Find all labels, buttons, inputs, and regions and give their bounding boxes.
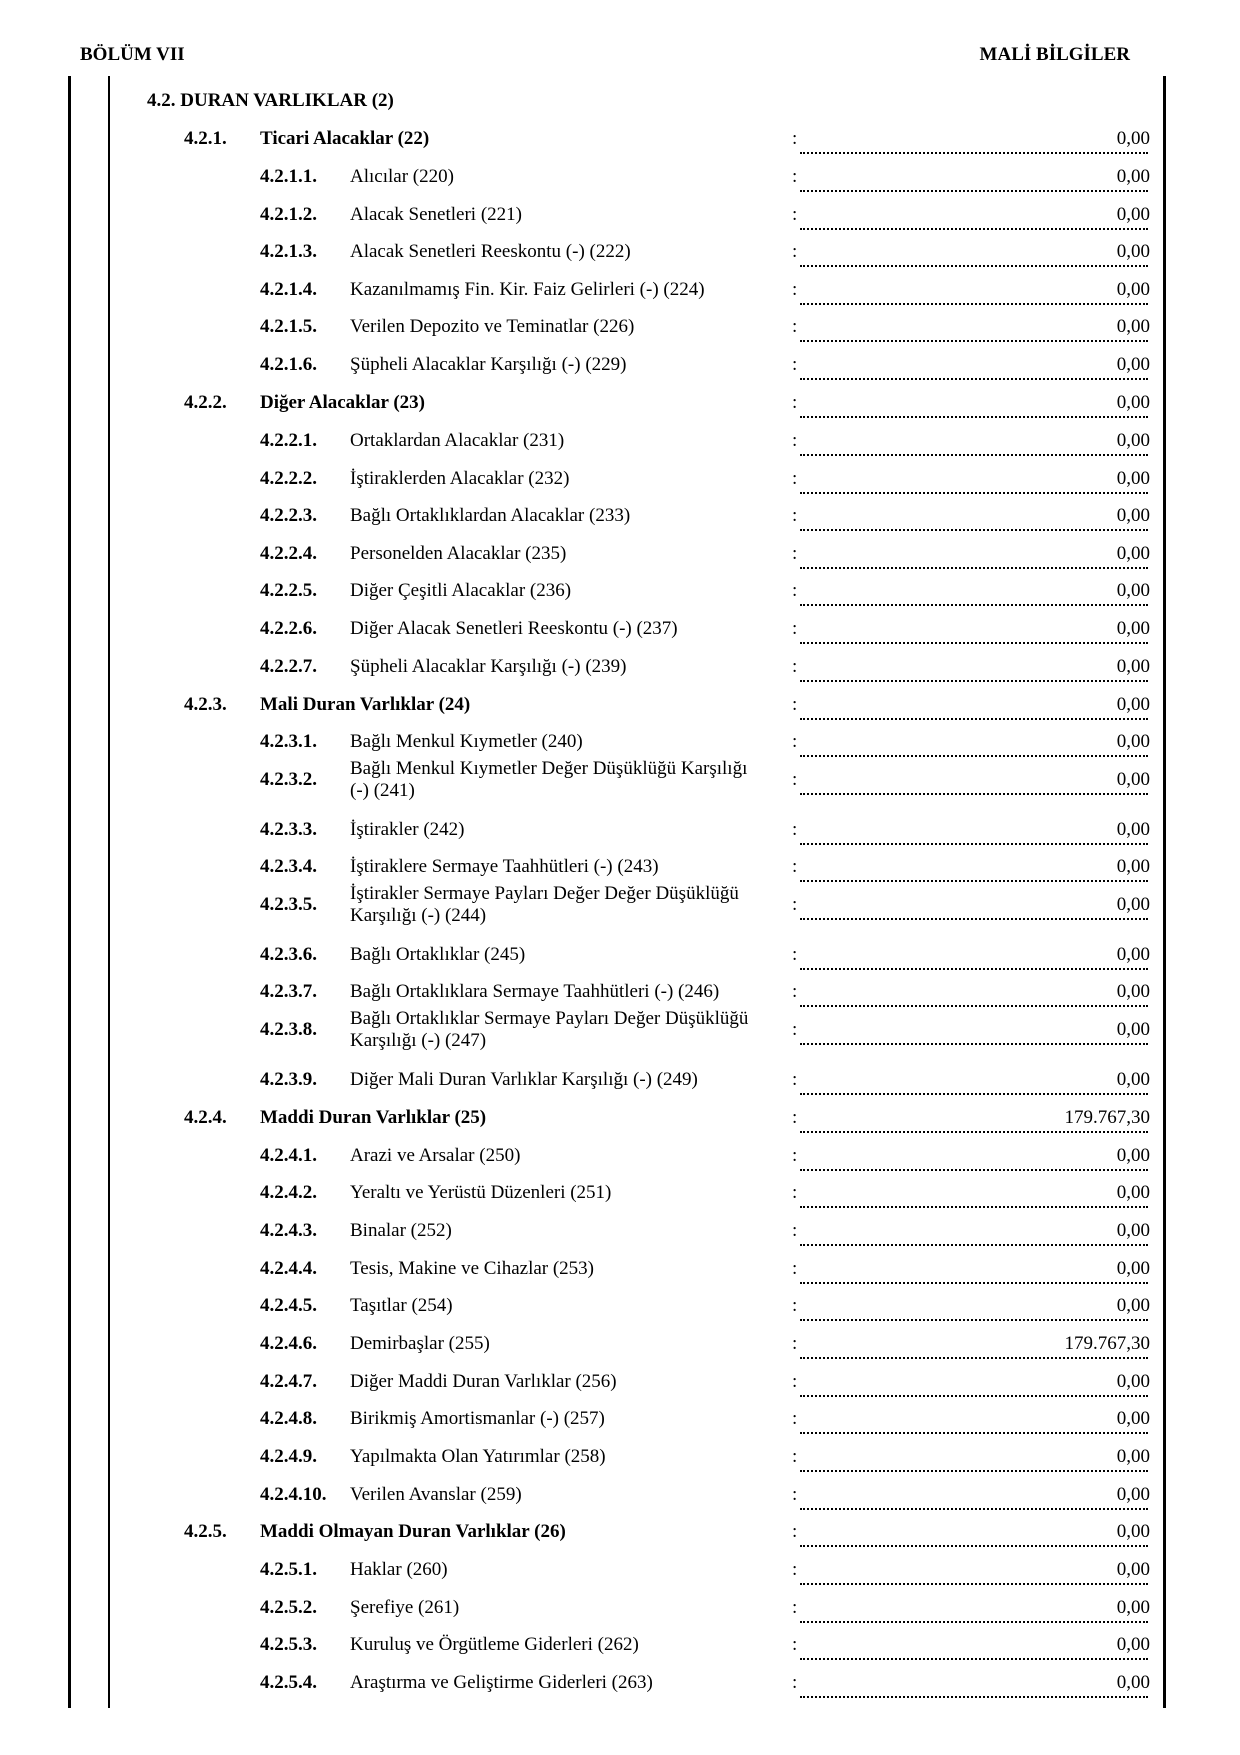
document-header: MALİ BİLGİLER (979, 44, 1130, 65)
account-code: 4.2.1.1. (260, 166, 317, 187)
account-code: 4.2.4.2. (260, 1182, 317, 1203)
account-label: Bağlı Menkul Kıymetler (240) (350, 731, 583, 752)
account-value: 0,00 (1116, 1521, 1150, 1542)
colon-separator: : (792, 1521, 798, 1542)
account-label: Ticari Alacaklar (22) (260, 128, 430, 149)
account-label: Maddi Duran Varlıklar (25) (260, 1107, 487, 1128)
colon-separator: : (792, 1295, 798, 1316)
colon-separator: : (792, 1446, 798, 1467)
account-code: 4.2.1.6. (260, 354, 317, 375)
account-label: Bağlı Ortaklıklara Sermaye Taahhütleri (-) (246) (350, 981, 720, 1002)
account-code: 4.2.4.3. (260, 1220, 317, 1241)
account-value: 0,00 (1116, 894, 1150, 915)
dotted-leader (800, 492, 1148, 494)
account-code: 4.2.4.8. (260, 1408, 317, 1429)
colon-separator: : (792, 1258, 798, 1279)
account-value: 0,00 (1116, 1408, 1150, 1429)
account-label: Araştırma ve Geliştirme Giderleri (263) (350, 1672, 653, 1693)
account-code: 4.2.4. (184, 1107, 227, 1128)
account-value: 0,00 (1116, 944, 1150, 965)
account-code: 4.2.3. (184, 694, 227, 715)
dotted-leader (800, 529, 1148, 531)
colon-separator: : (792, 354, 798, 375)
dotted-leader (800, 680, 1148, 682)
account-code: 4.2.4.5. (260, 1295, 317, 1316)
account-label: Mali Duran Varlıklar (24) (260, 694, 471, 715)
dotted-leader (800, 567, 1148, 569)
account-label: Alacak Senetleri Reeskontu (-) (222) (350, 241, 631, 262)
section-title: 4.2. DURAN VARLIKLAR (2) (147, 90, 394, 111)
dotted-leader (800, 228, 1148, 230)
account-label: Maddi Olmayan Duran Varlıklar (26) (260, 1521, 566, 1542)
account-label: Diğer Mali Duran Varlıklar Karşılığı (-) (249) (350, 1069, 698, 1090)
account-label: Diğer Maddi Duran Varlıklar (256) (350, 1371, 617, 1392)
account-label: Yapılmakta Olan Yatırımlar (258) (350, 1446, 606, 1467)
colon-separator: : (792, 468, 798, 489)
dotted-leader (800, 718, 1148, 720)
colon-separator: : (792, 1559, 798, 1580)
dotted-leader (800, 1470, 1148, 1472)
dotted-leader (800, 303, 1148, 305)
account-code: 4.2.3.5. (260, 894, 317, 915)
account-value: 0,00 (1116, 316, 1150, 337)
colon-separator: : (792, 1672, 798, 1693)
account-value: 0,00 (1116, 128, 1150, 149)
dotted-leader (800, 152, 1148, 154)
colon-separator: : (792, 894, 798, 915)
account-code: 4.2.2.7. (260, 656, 317, 677)
account-code: 4.2.2. (184, 392, 227, 413)
colon-separator: : (792, 1333, 798, 1354)
account-code: 4.2.3.7. (260, 981, 317, 1002)
account-value: 0,00 (1116, 1634, 1150, 1655)
account-label: Yeraltı ve Yerüstü Düzenleri (251) (350, 1182, 612, 1203)
account-code: 4.2.4.6. (260, 1333, 317, 1354)
account-label: Bağlı Menkul Kıymetler Değer Düşüklüğü Karşılığı (-) (241) (350, 758, 748, 801)
account-label: Personelden Alacaklar (235) (350, 543, 567, 564)
dotted-leader (800, 378, 1148, 380)
account-code: 4.2.3.8. (260, 1019, 317, 1040)
account-label: Taşıtlar (254) (350, 1295, 453, 1316)
dotted-leader (800, 454, 1148, 456)
colon-separator: : (792, 430, 798, 451)
account-value: 0,00 (1116, 1371, 1150, 1392)
account-label: İştirakler (242) (350, 819, 465, 840)
account-code: 4.2.5.4. (260, 1672, 317, 1693)
account-label: Bağlı Ortaklıklardan Alacaklar (233) (350, 505, 631, 526)
colon-separator: : (792, 856, 798, 877)
account-code: 4.2.3.1. (260, 731, 317, 752)
account-value: 0,00 (1116, 1295, 1150, 1316)
account-code: 4.2.1. (184, 128, 227, 149)
colon-separator: : (792, 694, 798, 715)
colon-separator: : (792, 204, 798, 225)
colon-separator: : (792, 1145, 798, 1166)
section-header: BÖLÜM VII (80, 44, 185, 65)
account-code: 4.2.2.6. (260, 618, 317, 639)
dotted-leader (800, 1282, 1148, 1284)
account-code: 4.2.3.3. (260, 819, 317, 840)
account-value: 0,00 (1116, 981, 1150, 1002)
account-code: 4.2.2.2. (260, 468, 317, 489)
colon-separator: : (792, 731, 798, 752)
account-value: 0,00 (1116, 204, 1150, 225)
colon-separator: : (792, 1069, 798, 1090)
account-value: 0,00 (1116, 731, 1150, 752)
dotted-leader (800, 1545, 1148, 1547)
account-label: Demirbaşlar (255) (350, 1333, 490, 1354)
account-code: 4.2.3.9. (260, 1069, 317, 1090)
account-code: 4.2.5. (184, 1521, 227, 1542)
colon-separator: : (792, 128, 798, 149)
account-value: 0,00 (1116, 819, 1150, 840)
dotted-leader (800, 755, 1148, 757)
colon-separator: : (792, 1597, 798, 1618)
dotted-leader (800, 642, 1148, 644)
account-label: Kazanılmamış Fin. Kir. Faiz Gelirleri (-) (224) (350, 279, 705, 300)
dotted-leader (800, 604, 1148, 606)
account-value: 0,00 (1116, 1182, 1150, 1203)
colon-separator: : (792, 316, 798, 337)
colon-separator: : (792, 656, 798, 677)
account-value: 0,00 (1116, 694, 1150, 715)
dotted-leader (800, 1131, 1148, 1133)
account-value: 0,00 (1116, 354, 1150, 375)
dotted-leader (800, 1244, 1148, 1246)
account-label: Haklar (260) (350, 1559, 448, 1580)
account-code: 4.2.2.1. (260, 430, 317, 451)
account-value: 179.767,30 (1064, 1333, 1150, 1354)
account-label: Alıcılar (220) (350, 166, 454, 187)
colon-separator: : (792, 769, 798, 790)
account-value: 0,00 (1116, 1672, 1150, 1693)
account-label: Diğer Çeşitli Alacaklar (236) (350, 580, 572, 601)
account-code: 4.2.1.5. (260, 316, 317, 337)
colon-separator: : (792, 1107, 798, 1128)
colon-separator: : (792, 392, 798, 413)
account-value: 0,00 (1116, 1258, 1150, 1279)
account-label: Bağlı Ortaklıklar Sermaye Payları Değer Düşüklüğü Karşılığı (-) (247) (350, 1008, 749, 1051)
dotted-leader (800, 340, 1148, 342)
account-value: 0,00 (1116, 1069, 1150, 1090)
account-code: 4.2.5.2. (260, 1597, 317, 1618)
dotted-leader (800, 1432, 1148, 1434)
account-label: Diğer Alacak Senetleri Reeskontu (-) (237) (350, 618, 678, 639)
colon-separator: : (792, 580, 798, 601)
account-value: 0,00 (1116, 656, 1150, 677)
account-value: 0,00 (1116, 618, 1150, 639)
dotted-leader (800, 1696, 1148, 1698)
colon-separator: : (792, 819, 798, 840)
account-label: Verilen Depozito ve Teminatlar (226) (350, 316, 635, 337)
account-value: 0,00 (1116, 1446, 1150, 1467)
account-code: 4.2.4.7. (260, 1371, 317, 1392)
account-value: 0,00 (1116, 1220, 1150, 1241)
account-code: 4.2.1.3. (260, 241, 317, 262)
account-value: 0,00 (1116, 430, 1150, 451)
colon-separator: : (792, 166, 798, 187)
account-code: 4.2.4.4. (260, 1258, 317, 1279)
colon-separator: : (792, 241, 798, 262)
account-value: 0,00 (1116, 279, 1150, 300)
account-label: Tesis, Makine ve Cihazlar (253) (350, 1258, 595, 1279)
account-code: 4.2.4.1. (260, 1145, 317, 1166)
account-code: 4.2.5.3. (260, 1634, 317, 1655)
colon-separator: : (792, 944, 798, 965)
account-code: 4.2.1.4. (260, 279, 317, 300)
dotted-leader (800, 1043, 1148, 1045)
account-label: Alacak Senetleri (221) (350, 204, 522, 225)
account-label: Şüpheli Alacaklar Karşılığı (-) (229) (350, 354, 627, 375)
dotted-leader (800, 968, 1148, 970)
dotted-leader (800, 1658, 1148, 1660)
account-code: 4.2.1.2. (260, 204, 317, 225)
colon-separator: : (792, 1371, 798, 1392)
account-value: 0,00 (1116, 856, 1150, 877)
margin-rule-inner (108, 76, 110, 1708)
account-label: Ortaklardan Alacaklar (231) (350, 430, 565, 451)
account-value: 179.767,30 (1064, 1107, 1150, 1128)
account-value: 0,00 (1116, 1019, 1150, 1040)
colon-separator: : (792, 618, 798, 639)
colon-separator: : (792, 279, 798, 300)
dotted-leader (800, 1319, 1148, 1321)
dotted-leader (800, 1395, 1148, 1397)
account-value: 0,00 (1116, 1145, 1150, 1166)
margin-rule-outer (68, 76, 71, 1708)
margin-rule-right (1163, 76, 1166, 1708)
account-label: Verilen Avanslar (259) (350, 1484, 522, 1505)
dotted-leader (800, 1005, 1148, 1007)
account-value: 0,00 (1116, 1559, 1150, 1580)
account-value: 0,00 (1116, 241, 1150, 262)
account-value: 0,00 (1116, 468, 1150, 489)
dotted-leader (800, 265, 1148, 267)
account-value: 0,00 (1116, 166, 1150, 187)
account-code: 4.2.5.1. (260, 1559, 317, 1580)
colon-separator: : (792, 505, 798, 526)
colon-separator: : (792, 981, 798, 1002)
account-code: 4.2.3.4. (260, 856, 317, 877)
account-value: 0,00 (1116, 392, 1150, 413)
account-value: 0,00 (1116, 580, 1150, 601)
dotted-leader (800, 1357, 1148, 1359)
account-value: 0,00 (1116, 1484, 1150, 1505)
account-code: 4.2.3.2. (260, 769, 317, 790)
dotted-leader (800, 416, 1148, 418)
account-label: Şerefiye (261) (350, 1597, 460, 1618)
account-label: İştirakler Sermaye Payları Değer Değer Düşüklüğü Karşılığı (-) (244) (350, 883, 739, 926)
account-value: 0,00 (1116, 543, 1150, 564)
account-label: Arazi ve Arsalar (250) (350, 1145, 521, 1166)
account-label: Şüpheli Alacaklar Karşılığı (-) (239) (350, 656, 627, 677)
account-label: Binalar (252) (350, 1220, 452, 1241)
account-code: 4.2.4.10. (260, 1484, 327, 1505)
dotted-leader (800, 1621, 1148, 1623)
colon-separator: : (792, 1182, 798, 1203)
colon-separator: : (792, 1408, 798, 1429)
account-code: 4.2.4.9. (260, 1446, 317, 1467)
colon-separator: : (792, 1634, 798, 1655)
dotted-leader (800, 880, 1148, 882)
dotted-leader (800, 843, 1148, 845)
account-value: 0,00 (1116, 505, 1150, 526)
account-label: Diğer Alacaklar (23) (260, 392, 425, 413)
colon-separator: : (792, 1220, 798, 1241)
account-label: Birikmiş Amortismanlar (-) (257) (350, 1408, 605, 1429)
account-code: 4.2.2.4. (260, 543, 317, 564)
dotted-leader (800, 1169, 1148, 1171)
colon-separator: : (792, 543, 798, 564)
account-label: Kuruluş ve Örgütleme Giderleri (262) (350, 1634, 639, 1655)
colon-separator: : (792, 1019, 798, 1040)
account-label: Bağlı Ortaklıklar (245) (350, 944, 526, 965)
dotted-leader (800, 1508, 1148, 1510)
account-value: 0,00 (1116, 1597, 1150, 1618)
account-label: İştiraklerden Alacaklar (232) (350, 468, 570, 489)
dotted-leader (800, 918, 1148, 920)
dotted-leader (800, 190, 1148, 192)
colon-separator: : (792, 1484, 798, 1505)
account-label: İştiraklere Sermaye Taahhütleri (-) (243) (350, 856, 659, 877)
account-code: 4.2.2.3. (260, 505, 317, 526)
account-code: 4.2.3.6. (260, 944, 317, 965)
account-value: 0,00 (1116, 769, 1150, 790)
dotted-leader (800, 1583, 1148, 1585)
dotted-leader (800, 1206, 1148, 1208)
dotted-leader (800, 793, 1148, 795)
dotted-leader (800, 1093, 1148, 1095)
account-code: 4.2.2.5. (260, 580, 317, 601)
